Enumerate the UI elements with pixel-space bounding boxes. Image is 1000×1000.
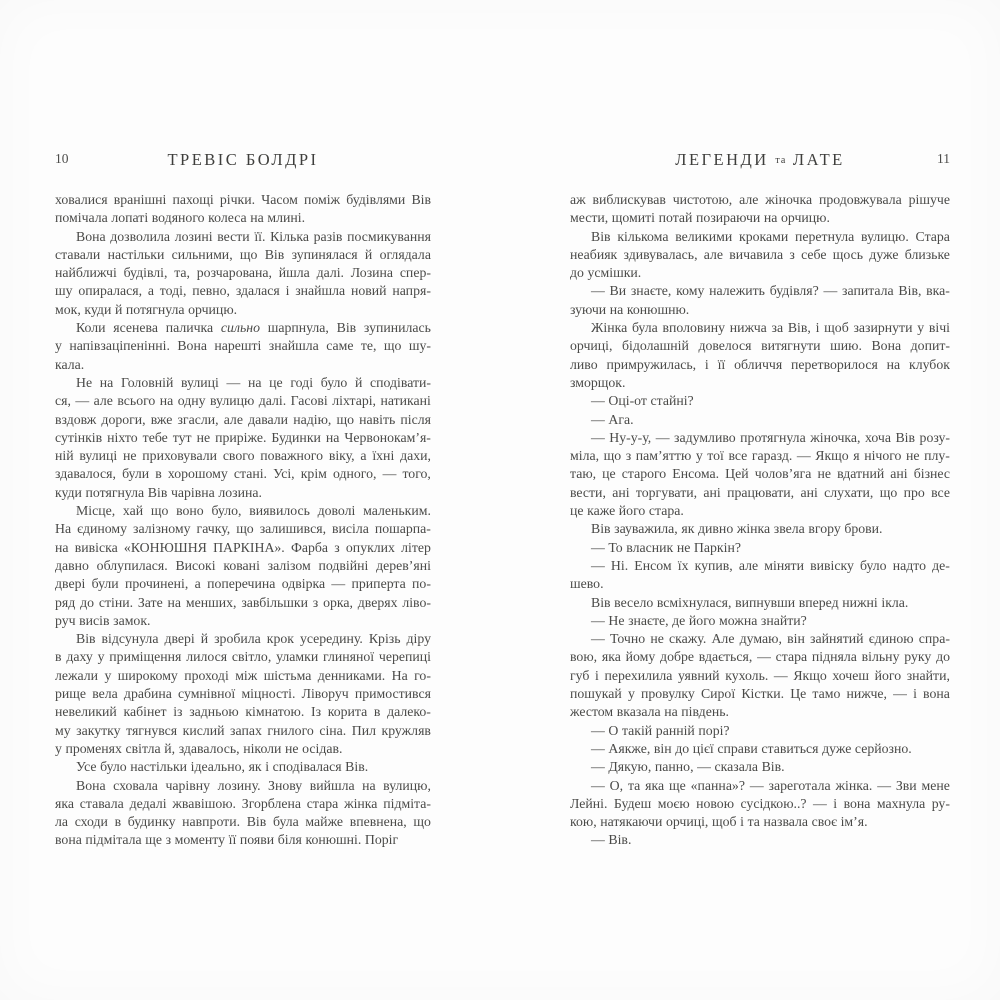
paragraph xyxy=(55,778,431,851)
paragraph xyxy=(55,375,431,503)
text-line: пошукай у провулку Сирої Кістки. Це тамо нижче, — і вона xyxy=(570,686,950,702)
page-body xyxy=(55,192,431,851)
text-line: жестом вказала на південь. xyxy=(570,704,729,720)
text-line: руч висів замок. xyxy=(55,612,151,628)
right-page-number: 11 xyxy=(937,151,950,166)
text-line: ній вулиці не приховували свого поважного віку, а їхні дахи, xyxy=(55,448,431,464)
text-line: лежали у широкому проході між шістьма денниками. На го- xyxy=(55,667,431,683)
paragraph xyxy=(570,283,950,320)
text-line: Коли ясенева паличка сильно шарпнула, Вів зупинилась xyxy=(76,320,431,336)
text-line: На єдиному залізному гачку, що залишився, висіла пошарпа- xyxy=(55,521,431,537)
text-line: зуючи на конюшню. xyxy=(570,301,690,317)
paragraph xyxy=(55,759,431,777)
text-line: Вів весело всміхнулася, випнувши вперед нижні ікла. xyxy=(591,594,909,610)
text-line: ла сходи в будинку навпроти. Вів була майже впевнена, що xyxy=(55,814,431,830)
text-line: ряд до стіни. Зате на менших, завбільшки з орка, дверях ліво- xyxy=(55,594,431,610)
paragraph xyxy=(570,613,950,631)
text-line: Вів зауважила, як дивно жінка звела вгору брови. xyxy=(591,521,883,537)
text-line: — Оці-от стайні? xyxy=(591,393,694,409)
text-line: таю, це старого Енсома. Цей чолов’яга не вдатний ані бізнес xyxy=(570,466,950,482)
text-line: шево. xyxy=(570,576,604,592)
text-line: міла, що з пам’яттю у тої все гаразд. — Якщо я нічого не плу- xyxy=(570,448,950,464)
page-body xyxy=(570,192,950,851)
paragraph xyxy=(55,631,431,759)
text-line: шу опиралася, а тоді, певно, здалася і знайшла новий напря- xyxy=(55,283,431,299)
text-line: — Вів. xyxy=(591,832,632,848)
paragraph xyxy=(570,832,950,850)
text-line: Вів відсунула двері й зробила крок усередину. Крізь діру xyxy=(76,631,431,647)
paragraph xyxy=(570,412,950,430)
text-line: в даху у приміщення лилося світло, уламки глиняної черепиці xyxy=(55,649,431,665)
text-line: Лейні. Будеш моєю новою сусідкою..? — і вона махнула ру- xyxy=(570,795,950,811)
left-page xyxy=(55,150,431,851)
left-page-number: 10 xyxy=(55,151,69,166)
paragraph xyxy=(570,778,950,833)
paragraph xyxy=(570,558,950,595)
paragraph xyxy=(55,192,431,229)
paragraph xyxy=(570,723,950,741)
paragraph xyxy=(55,320,431,375)
text-line: — Точно не скажу. Але думаю, він зайнятий єдиною спра- xyxy=(591,631,950,647)
text-line: неабияк здивувалась, але вичавила з себе щось дуже близьке xyxy=(570,246,950,262)
left-running-header xyxy=(55,150,431,170)
text-line: найближчі будівлі, та, розчарована, йшла далі. Лозина спер- xyxy=(55,265,431,281)
paragraph xyxy=(570,192,950,229)
text-line: у променях світла й, здавалось, ніколи не осідав. xyxy=(55,740,343,756)
right-running-header xyxy=(570,150,950,170)
paragraph xyxy=(570,521,950,539)
text-line: Вів кількома великими кроками перетнула вулицю. Стара xyxy=(591,228,950,244)
text-line: — Ні. Енсом їх купив, але міняти вивіску було надто де- xyxy=(591,557,950,573)
text-line: Усе було настільки ідеально, як і сподівалася Вів. xyxy=(76,759,369,775)
text-line: мок, куди й потягнула орчицю. xyxy=(55,301,238,317)
text-line: — Не знаєте, де його можна знайти? xyxy=(591,612,807,628)
text-line: — Ну-у-у, — задумливо протягнула жіночка, хоча Вів розу- xyxy=(591,429,950,445)
text-line: у напівзаціпенінні. Вона нарешті знайшла саме те, що шу- xyxy=(55,338,431,354)
text-line: вона підмітала ще з моменту її появи біля конюшні. Поріг xyxy=(55,832,399,848)
text-line: Жінка була вполовину нижча за Вів, і щоб зазирнути у вічі xyxy=(591,320,950,336)
text-line: Вона сховала чарівну лозину. Знову вийшла на вулицю, xyxy=(76,777,431,793)
text-line: вздовж дороги, вже згасли, але давали надію, що навіть після xyxy=(55,411,431,427)
text-line: кою, натякаючи орчиці, щоб і та назвала своє ім’я. xyxy=(570,814,868,830)
text-line: — То власник не Паркін? xyxy=(591,539,741,555)
text-line: помічала лопаті водяного колеса на млині. xyxy=(55,210,306,226)
paragraph xyxy=(570,540,950,558)
text-line: — Ви знаєте, кому належить будівля? — запитала Вів, вка- xyxy=(591,283,950,299)
paragraph xyxy=(55,503,431,631)
paragraph xyxy=(570,320,950,393)
text-line: двері були прочинені, а поперечина одвірка — приперта по- xyxy=(55,576,431,592)
text-line: куди потягнула Вів чарівна лозина. xyxy=(55,484,262,500)
text-line: — Ага. xyxy=(591,411,634,427)
text-line: давно облупилася. Високі ковані залізом подвійні дерев’яні xyxy=(55,557,431,573)
text-line: — О, та яка ще «панна»? — зареготала жінка. — Зви мене xyxy=(591,777,950,793)
text-line: вою, яка йому добре вдається, — стара підняла вільну руку до xyxy=(570,649,950,665)
text-line: ся, — але всього на одну вулицю далі. Гасові ліхтарі, натикані xyxy=(55,393,431,409)
text-line: рище вела драбина сумнівної міцності. Ліворуч примостився xyxy=(55,686,431,702)
right-header-word-ta: та xyxy=(775,155,787,166)
text-line: Не на Головній вулиці — на це годі було й сподівати- xyxy=(76,374,431,390)
text-line: ставали настільки сильними, що Вів зупинялася й оглядала xyxy=(55,246,431,262)
text-line: аж виблискував чистотою, але жіночка продовжувала рішуче xyxy=(570,192,950,207)
text-line: Вона дозволила лозині вести її. Кілька разів посмикування xyxy=(76,228,431,244)
left-header-title: ТРЕВІС БОЛДРІ xyxy=(167,150,319,169)
right-page xyxy=(570,150,950,851)
text-line: невеликий кабінет із задньою кімнатою. Із корита в далеко- xyxy=(55,704,431,720)
paragraph xyxy=(570,759,950,777)
text-line: ливо примружилась, і її обличчя перетворилося на клубок xyxy=(570,356,950,372)
right-header-word-lattes: ЛАТЕ xyxy=(792,150,845,169)
paragraph xyxy=(570,229,950,284)
text-line: це каже його стара. xyxy=(570,503,684,519)
text-line: яка ставала дедалі жвавішою. Згорблена стара жінка підміта- xyxy=(55,795,431,811)
text-line: — Аякже, він до цієї справи ставиться дуже серйозно. xyxy=(591,740,912,756)
text-line: сутінків ніхто тебе тут не приріже. Будинки на Червонокам’я- xyxy=(55,429,431,445)
text-line: мести, щомиті потай позираючи на орчицю. xyxy=(570,210,830,226)
text-line: орчиці, бідолашній довелося витягнути шию. Вона допит- xyxy=(570,338,950,354)
text-line: — О такій ранній порі? xyxy=(591,722,730,738)
paragraph xyxy=(570,741,950,759)
paragraph xyxy=(570,393,950,411)
right-header-word-legends: ЛЕГЕНДИ xyxy=(675,150,769,169)
paragraph xyxy=(570,430,950,521)
text-line: до усмішки. xyxy=(570,265,642,281)
text-line: зморщок. xyxy=(570,374,626,390)
text-line: на вивіска «КОНЮШНЯ ПАРКІНА». Фарба з опуклих літер xyxy=(55,539,431,555)
text-line: здавалося, були в хорошому стані. Усі, крім одного, — того, xyxy=(55,466,431,482)
text-line: — Дякую, панно, — сказала Вів. xyxy=(591,759,785,775)
text-line: вести, ані торгувати, ані працювати, ані слухати, що про все xyxy=(570,484,950,500)
paragraph xyxy=(570,595,950,613)
text-line: кала. xyxy=(55,356,85,372)
paragraph xyxy=(55,229,431,320)
text-line: губ і перехилила уявний кухоль. — Якщо хочеш його знайти, xyxy=(570,667,950,683)
right-header-title xyxy=(570,150,950,170)
paragraph xyxy=(570,631,950,722)
text-line: му закутку тягнувся кислий запах гнилого сіна. Пил кружляв xyxy=(55,722,431,738)
text-line: ховалися вранішні пахощі річки. Часом поміж будівлями Вів xyxy=(55,192,431,207)
text-line: Місце, хай що воно було, виявилось доволі маленьким. xyxy=(76,503,431,519)
